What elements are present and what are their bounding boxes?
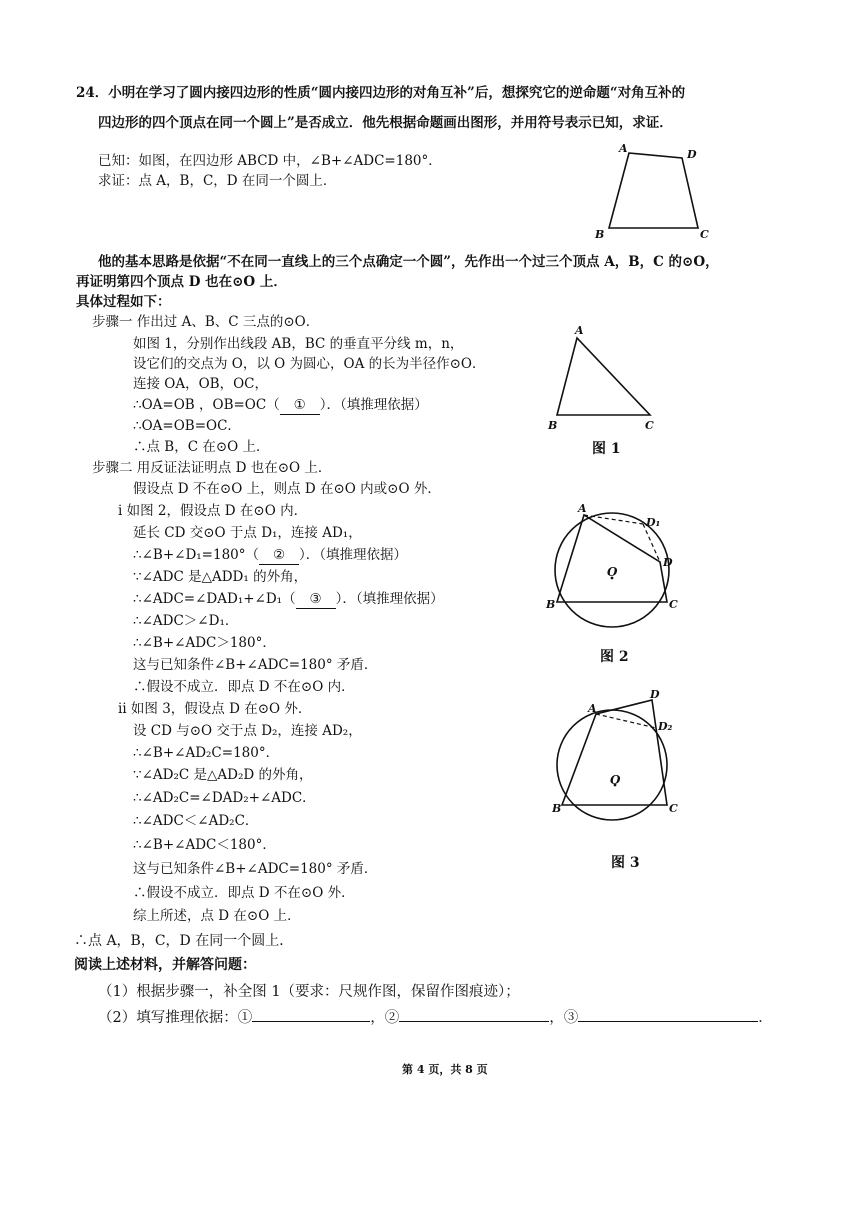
case1-line1: 延长 CD 交⊙O 于点 D₁，连接 AD₁，: [133, 525, 362, 541]
fig2-label-c: C: [669, 598, 678, 611]
figure-1-caption: 图 1: [592, 441, 621, 457]
fig3-label-d2: D₂: [658, 720, 673, 733]
idea-line1: 他的基本思路是依据“不在同一直线上的三个点确定一个圆”，先作出一个过三个顶点 A，B，C 的⊙O，: [98, 254, 719, 270]
case2-line9: 综上所述，点 D 在⊙O 上．: [133, 908, 301, 924]
fig2-segment-ad1: [584, 515, 643, 524]
case1-head: ⅰ 如图 2，假设点 D 在⊙O 内．: [118, 503, 308, 519]
fig3-label-b: B: [552, 802, 562, 815]
case1-line4: [133, 590, 444, 609]
fig3-segment-ad2: [596, 714, 656, 728]
to-prove: 求证：点 A，B，C，D 在同一个圆上．: [98, 173, 337, 189]
blank-3: ③: [296, 590, 336, 609]
figure-3-caption: 图 3: [611, 855, 640, 871]
case1-line3: ∵∠ADC 是△ADD₁ 的外角，: [133, 569, 308, 585]
step1-line3: 连接 OA，OB，OC，: [133, 376, 268, 392]
fig3-label-c: C: [669, 802, 678, 815]
fig1-label-c: C: [645, 419, 654, 432]
known-condition: 已知：如图，在四边形 ABCD 中，∠B+∠ADC=180°．: [98, 153, 442, 169]
step1-title: 步骤一 作出过 A、B、C 三点的⊙O．: [92, 314, 320, 330]
fig1-label-b: B: [548, 419, 558, 432]
fig3-label-o: O: [610, 773, 621, 787]
figure-3: [552, 688, 697, 823]
fig2-label-d: D: [663, 556, 673, 569]
case1-line2-prefix: ∴∠B+∠D₁=180°（: [133, 547, 260, 563]
figure-2: [540, 498, 685, 633]
step2-assumption: 假设点 D 不在⊙O 上，则点 D 在⊙O 内或⊙O 外．: [133, 481, 441, 497]
case2-line6: ∴∠B+∠ADC＜180°．: [133, 837, 276, 853]
case2-line1: 设 CD 与⊙O 交于点 D₂，连接 AD₂，: [133, 723, 362, 739]
fig2-label-o: O: [607, 565, 618, 579]
step1-line4: [133, 396, 428, 415]
step1-line4-suffix: ）．（填推理依据）: [319, 397, 428, 413]
case2-head: ⅱ 如图 3，假设点 D 在⊙O 外．: [118, 701, 312, 717]
answer-blank-2[interactable]: [399, 1021, 549, 1022]
triangle-abc: [557, 338, 650, 415]
step1-line2: 设它们的交点为 O，以 O 为圆心，OA 的长为半径作⊙O．: [133, 356, 486, 372]
quadrilateral-figure: [585, 140, 715, 245]
figure-1: [545, 322, 660, 432]
case2-line7: 这与已知条件∠B+∠ADC=180° 矛盾．: [133, 861, 378, 877]
case1-line8: ∴假设不成立．即点 D 不在⊙O 内．: [133, 679, 355, 695]
fig3-label-a: A: [588, 702, 597, 715]
case1-line5: ∴∠ADC＞∠D₁．: [133, 613, 239, 629]
question-2: [98, 1009, 773, 1027]
case1-line6: ∴∠B+∠ADC＞180°．: [133, 635, 276, 651]
fig3-label-d: D: [650, 688, 660, 701]
read-instruction: 阅读上述材料，并解答问题：: [74, 957, 256, 973]
step1-line6: ∴点 B，C 在⊙O 上．: [133, 439, 270, 455]
case1-line2: [133, 546, 407, 565]
step1-line5: ∴OA=OB=OC．: [133, 418, 241, 434]
conclusion: ∴点 A，B，C，D 在同一个圆上．: [74, 933, 294, 949]
case2-line3: ∵∠AD₂C 是△AD₂D 的外角，: [133, 767, 313, 783]
answer-blank-1[interactable]: [252, 1021, 370, 1022]
idea-line2: 再证明第四个顶点 D 也在⊙O 上．: [76, 274, 287, 290]
label-d: D: [687, 148, 697, 161]
q2-sep2: ，③: [549, 1010, 579, 1026]
blank-1: ①: [280, 396, 320, 415]
fig3-quadrilateral: [562, 700, 667, 805]
fig1-label-a: A: [575, 324, 584, 337]
case2-line5: ∴∠ADC＜∠AD₂C．: [133, 813, 259, 829]
case1-line4-prefix: ∴∠ADC=∠DAD₁+∠D₁（: [133, 591, 296, 607]
fig2-label-d1: D₁: [646, 516, 661, 529]
label-c: C: [700, 228, 709, 241]
question-1: （1）根据步骤一，补全图 1（要求：尺规作图，保留作图痕迹）；: [98, 984, 520, 1000]
case2-line4: ∴∠AD₂C=∠DAD₂+∠ADC．: [133, 790, 316, 806]
process-heading: 具体过程如下：: [76, 294, 171, 310]
case1-line7: 这与已知条件∠B+∠ADC=180° 矛盾．: [133, 657, 378, 673]
label-b: B: [595, 228, 605, 241]
answer-blank-3[interactable]: [578, 1021, 758, 1022]
case1-line2-suffix: ）．（填推理依据）: [299, 547, 408, 563]
step1-line4-prefix: ∴OA=OB ，OB=OC（: [133, 397, 280, 413]
case2-line2: ∴∠B+∠AD₂C=180°．: [133, 745, 280, 761]
step1-line1: 如图 1，分别作出线段 AB，BC 的垂直平分线 m，n，: [133, 336, 464, 352]
fig3-circle-o: [557, 710, 667, 820]
problem-intro-line1: 24．小明在学习了圆内接四边形的性质“圆内接四边形的对角互补”后，想探究它的逆命题“对角互补的: [76, 85, 686, 101]
problem-intro-line2: 四边形的四个顶点在同一个圆上”是否成立．他先根据命题画出图形，并用符号表示已知，求证．: [98, 115, 673, 131]
figure-2-caption: 图 2: [600, 649, 629, 665]
case2-line8: ∴假设不成立．即点 D 不在⊙O 外．: [133, 885, 355, 901]
q2-end: ．: [758, 1010, 773, 1026]
quadrilateral-abcd: [609, 153, 698, 228]
q2-prefix: （2）填写推理依据：①: [98, 1010, 253, 1026]
page-footer: 第 4 页，共 8 页: [402, 1063, 488, 1076]
fig2-label-b: B: [546, 598, 556, 611]
step2-title: 步骤二 用反证法证明点 D 也在⊙O 上．: [92, 460, 332, 476]
label-a: A: [619, 142, 628, 155]
blank-2: ②: [259, 546, 299, 565]
case1-line4-suffix: ）．（填推理依据）: [335, 591, 444, 607]
q2-sep1: ，②: [370, 1010, 400, 1026]
fig2-label-a: A: [578, 502, 587, 515]
